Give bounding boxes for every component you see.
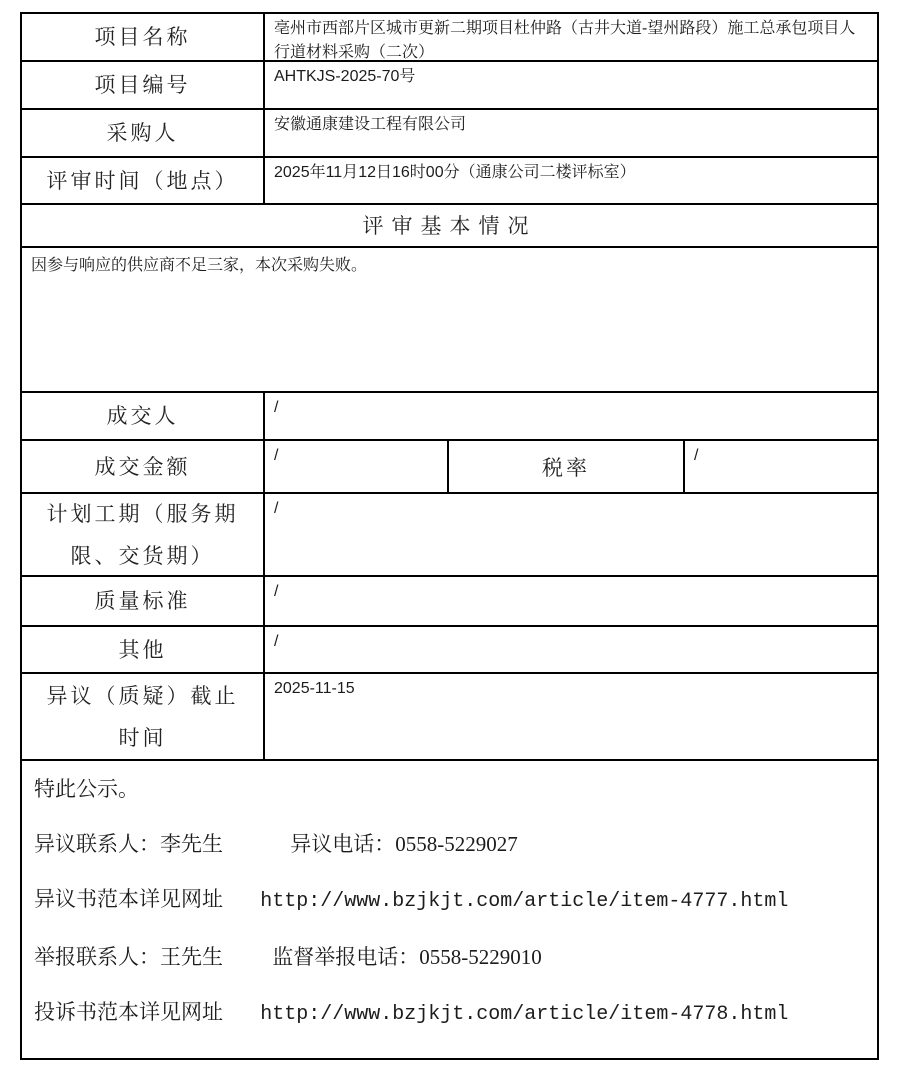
objection-phone-text: 异议电话：0558-5229027 [290, 832, 518, 856]
review-time-row [22, 158, 877, 205]
complaint-template-label: 投诉书范本详见网址 [34, 1000, 223, 1024]
objection-contact-line [34, 832, 865, 856]
project-number-row [22, 62, 877, 110]
quality-standard-row [22, 577, 877, 627]
quality-standard-label: 质量标准 [22, 577, 265, 625]
complaint-template-line [34, 1000, 865, 1027]
complaint-template-url: http://www.bzjkjt.com/article/item-4778.html [260, 1003, 789, 1026]
project-name-label: 项目名称 [22, 14, 265, 60]
purchaser-row [22, 110, 877, 158]
review-time-value: 2025年11月12日16时00分（通康公司二楼评标室） [274, 164, 636, 181]
schedule-label: 计划工期（服务期限、交货期） [22, 494, 265, 575]
amount-value: / [265, 441, 449, 492]
purchaser-value: 安徽通康建设工程有限公司 [274, 116, 467, 133]
project-number-value: AHTKJS-2025-70号 [274, 68, 416, 85]
winner-value: / [274, 399, 279, 416]
report-contact-line [34, 945, 865, 969]
public-notice-text: 特此公示。 [34, 777, 139, 801]
winner-row [22, 393, 877, 441]
schedule-row [22, 494, 877, 577]
objection-template-line [34, 887, 865, 914]
objection-contact-text: 异议联系人：李先生 [34, 832, 223, 856]
tax-rate-value: / [694, 447, 699, 464]
review-result-note: 因参与响应的供应商不足三家，本次采购失败。 [22, 248, 877, 393]
amount-label: 成交金额 [22, 441, 265, 492]
section-header-review-basics: 评审基本情况 [22, 205, 877, 248]
objection-deadline-label: 异议（质疑）截止时间 [22, 674, 265, 759]
project-name-row [22, 14, 877, 62]
objection-deadline-value: 2025-11-15 [274, 680, 355, 697]
report-phone-text: 监督举报电话：0558-5229010 [272, 945, 542, 969]
objection-deadline-row [22, 674, 877, 761]
quality-standard-value: / [274, 583, 279, 600]
other-row [22, 627, 877, 674]
report-contact-text: 举报联系人：王先生 [34, 945, 223, 969]
other-label: 其他 [22, 627, 265, 672]
project-name-value: 亳州市西部片区城市更新二期项目杜仲路（古井大道-望州路段）施工总承包项目人行道材料采购（二次） [274, 20, 856, 61]
footer-notice-block [22, 761, 877, 1058]
other-value: / [274, 633, 279, 650]
objection-template-url: http://www.bzjkjt.com/article/item-4777.html [260, 890, 789, 913]
tax-rate-label: 税率 [449, 441, 685, 492]
public-notice-line [34, 777, 865, 801]
purchaser-label: 采购人 [22, 110, 265, 156]
schedule-value: / [274, 500, 279, 517]
project-number-label: 项目编号 [22, 62, 265, 108]
objection-template-label: 异议书范本详见网址 [34, 887, 223, 911]
amount-row [22, 441, 877, 494]
review-time-label: 评审时间（地点） [22, 158, 265, 203]
winner-label: 成交人 [22, 393, 265, 439]
result-table [20, 12, 879, 1060]
